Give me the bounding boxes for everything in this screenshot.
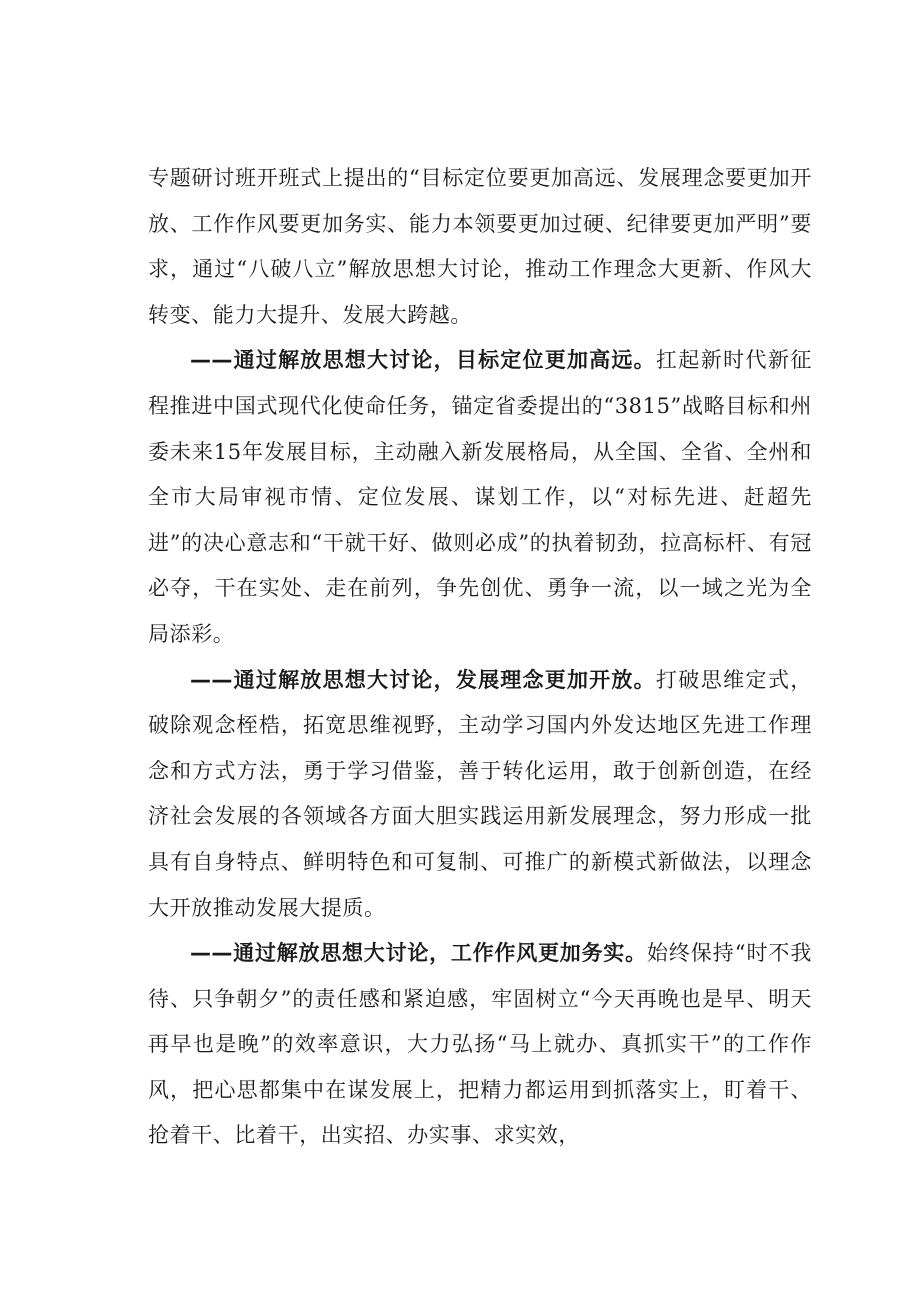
document-body [148,156,812,1159]
paragraph-heading: ——通过解放思想大讨论，发展理念更加开放。 [190,667,656,692]
paragraph-text: 扛起新时代新征程推进中国式现代化使命任务，锚定省委提出的“3815”战略目标和州委未来15年发展目标，主动融入新发展格局，从全国、全省、全州和全市大局审视市情、定位发展、谋划工作，以“对标先进、赶超先进”的决心意志和“干就干好、做则必成”的执着韧劲，拉高标杆、有冠必夺，干在实处、走在前列，争先创优、勇争一流，以一域之光为全局添彩。 [148,348,812,646]
paragraph-1 [148,156,812,338]
paragraph-3 [148,658,812,932]
paragraph-text: 打破思维定式，破除观念桎梏，拓宽思维视野，主动学习国内外发达地区先进工作理念和方式方法，勇于学习借鉴，善于转化运用，敢于创新创造，在经济社会发展的各领域各方面大胆实践运用新发展理念，努力形成一批具有自身特点、鲜明特色和可复制、可推广的新模式新做法，以理念大开放推动发展大提质。 [148,667,812,920]
paragraph-heading: ——通过解放思想大讨论，目标定位更加高远。 [190,348,656,373]
paragraph-4 [148,931,812,1159]
paragraph-2 [148,338,812,657]
paragraph-text: 始终保持“时不我待、只争朝夕”的责任感和紧迫感，牢固树立“今天再晚也是早、明天再早也是晚”的效率意识，大力弘扬“马上就办、真抓实干”的工作作风，把心思都集中在谋发展上，把精力都运用到抓落实上，盯着干、抢着干、比着干，出实招、办实事、求实效， [148,941,812,1148]
paragraph-heading: ——通过解放思想大讨论，工作作风更加务实。 [190,941,647,966]
paragraph-text: 专题研讨班开班式上提出的“目标定位要更加高远、发展理念要更加开放、工作作风要更加务实、能力本领要更加过硬、纪律要更加严明”要求，通过“八破八立”解放思想大讨论，推动工作理念大更新、作风大转变、能力大提升、发展大跨越。 [148,166,812,327]
